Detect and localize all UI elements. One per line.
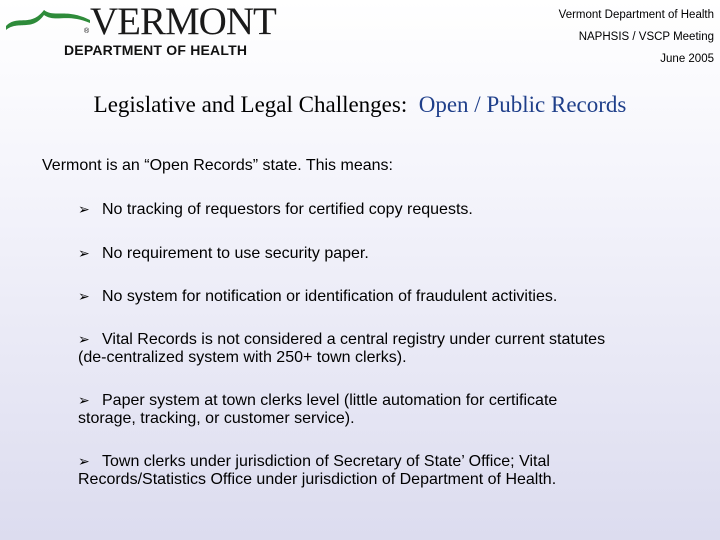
bullet-item (78, 288, 557, 306)
logo-subtitle: DEPARTMENT OF HEALTH (64, 42, 248, 58)
arrow-bullet-icon: ➢ (78, 289, 90, 305)
bullet-text: Vital Records is not considered a central registry under current statutes (102, 331, 606, 348)
title-accent: Open / Public Records (418, 92, 627, 117)
bullet-text-continued: (de-centralized system with 250+ town clerks). (78, 349, 407, 366)
title-main: Legislative and Legal Challenges: (93, 92, 408, 117)
bullet-text: Town clerks under jurisdiction of Secretary of State’ Office; Vital (102, 453, 550, 470)
arrow-bullet-icon: ➢ (78, 202, 90, 218)
org-name: Vermont Department of Health (558, 9, 714, 21)
arrow-bullet-icon: ➢ (78, 246, 90, 262)
arrow-bullet-icon: ➢ (78, 454, 90, 470)
logo-registered-mark: ® (84, 28, 90, 35)
slide-title (0, 92, 720, 118)
bullet-item (78, 453, 556, 489)
logo-wordmark: VERMONT (90, 0, 276, 43)
bullet-item (78, 392, 557, 428)
vermont-health-logo (4, 0, 276, 60)
bullet-text: Paper system at town clerks level (little automation for certificate (102, 392, 558, 409)
meeting-name: NAPHSIS / VSCP Meeting (578, 31, 714, 43)
intro-text: Vermont is an “Open Records” state. This means: (42, 157, 393, 174)
bullet-item (78, 331, 605, 367)
header-meta (559, 4, 714, 70)
bullet-text-continued: storage, tracking, or customer service). (78, 410, 355, 427)
meeting-date: June 2005 (660, 53, 714, 65)
bullet-item (78, 245, 369, 263)
mountain-logo-icon (4, 4, 92, 40)
bullet-text: No requirement to use security paper. (102, 245, 369, 262)
bullet-text-continued: Records/Statistics Office under jurisdiction of Department of Health. (78, 471, 557, 488)
bullet-text: No system for notification or identification of fraudulent activities. (102, 288, 558, 305)
bullet-item (78, 201, 473, 219)
arrow-bullet-icon: ➢ (78, 332, 90, 348)
arrow-bullet-icon: ➢ (78, 393, 90, 409)
bullet-text: No tracking of requestors for certified copy requests. (102, 201, 473, 218)
